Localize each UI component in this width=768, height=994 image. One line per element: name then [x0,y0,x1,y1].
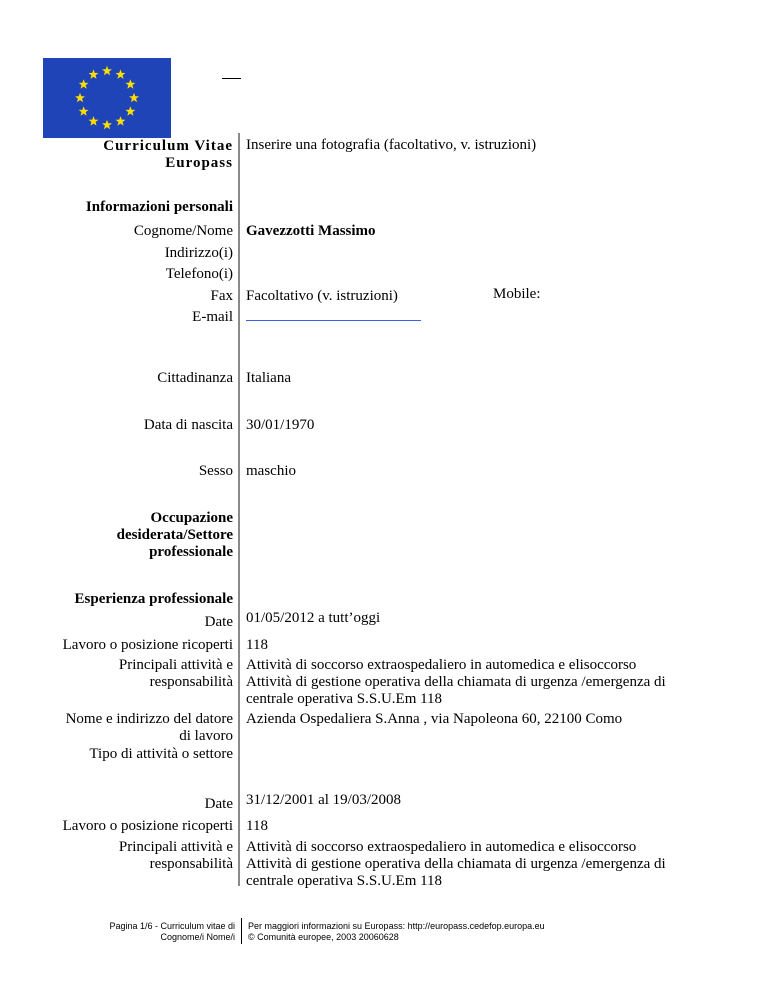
mobile-label: Mobile: [493,286,541,302]
footer-copyright: © Comunità europee, 2003 20060628 [248,932,399,942]
entry-activity: Attività di gestione operativa della chiamata di urgenza /emergenza di [246,856,666,872]
entry-date: 31/12/2001 al 19/03/2008 [246,792,401,808]
date-label: Date [204,796,233,812]
citizenship-label: Cittadinanza [157,370,233,386]
date-label: Date [204,614,233,630]
position-label: Lavoro o posizione ricoperti [62,637,233,653]
fax-label: Fax [210,288,233,304]
citizenship-value: Italiana [246,370,291,386]
entry-date: 01/05/2012 a tutt’oggi [246,610,381,626]
cv-title-line2: Europass [165,155,233,171]
occupation-line3: professionale [149,544,233,560]
occupation-line1: Occupazione [150,510,233,526]
employer-label-line1: Nome e indirizzo del datore [65,711,233,727]
footer-page-info: Pagina 1/6 - Curriculum vitae di [109,921,235,931]
section-experience: Esperienza professionale [74,591,233,607]
activities-label-line2: responsabilità [149,674,233,690]
phone-label: Telefono(i) [165,266,233,282]
footer-info-link[interactable]: Per maggiori informazioni su Europass: http://europass.cedefop.europa.eu [248,921,545,931]
fax-value: Facoltativo (v. istruzioni) [246,288,398,304]
flag-star-icon [89,116,99,125]
flag-star-icon [125,79,135,88]
address-label: Indirizzo(i) [164,245,233,261]
name-value: Gavezzotti Massimo [246,223,376,239]
occupation-line2: desiderata/Settore [116,527,233,543]
flag-star-icon [116,69,126,78]
flag-star-icon [102,66,112,75]
email-label: E-mail [192,309,233,325]
header-dash [222,78,241,79]
flag-star-icon [102,120,112,129]
activities-label-line2: responsabilità [149,856,233,872]
footer-divider [241,918,242,944]
name-label: Cognome/Nome [133,223,233,239]
footer-owner: Cognome/i Nome/i [160,932,235,942]
employer-label-line2: di lavoro [179,728,233,744]
entry-position: 118 [246,637,268,653]
flag-star-icon [116,116,126,125]
entry-employer: Azienda Ospedaliera S.Anna , via Napoleona 60, 22100 Como [246,711,623,727]
eu-flag-icon [43,58,171,138]
footer-left [109,921,235,943]
entry-activity: Attività di soccorso extraospedaliero in automedica e elisoccorso [246,657,637,673]
cv-title-line1: Curriculum Vitae [103,138,233,154]
entry-activity: Attività di soccorso extraospedaliero in automedica e elisoccorso [246,839,637,855]
position-label: Lavoro o posizione ricoperti [62,818,233,834]
flag-star-icon [89,69,99,78]
activities-label-line1: Principali attività e [118,839,233,855]
flag-star-icon [79,79,89,88]
photo-note: Inserire una fotografia (facoltativo, v. istruzioni) [246,137,537,153]
entry-activity: centrale operativa S.S.U.Em 118 [246,873,443,889]
entry-activity: Attività di gestione operativa della chiamata di urgenza /emergenza di [246,674,666,690]
flag-star-icon [125,106,135,115]
column-divider [238,133,240,886]
birth-label: Data di nascita [143,417,233,433]
sex-value: maschio [246,463,296,479]
sector-label: Tipo di attività o settore [89,746,233,762]
email-link[interactable] [246,320,421,321]
flag-star-icon [75,93,85,102]
sex-label: Sesso [198,463,233,479]
section-personal: Informazioni personali [85,199,233,215]
birth-value: 30/01/1970 [246,417,315,433]
flag-star-icon [79,106,89,115]
flag-star-icon [129,93,139,102]
footer-right [248,921,545,943]
entry-activity: centrale operativa S.S.U.Em 118 [246,691,443,707]
activities-label-line1: Principali attività e [118,657,233,673]
entry-position: 118 [246,818,268,834]
